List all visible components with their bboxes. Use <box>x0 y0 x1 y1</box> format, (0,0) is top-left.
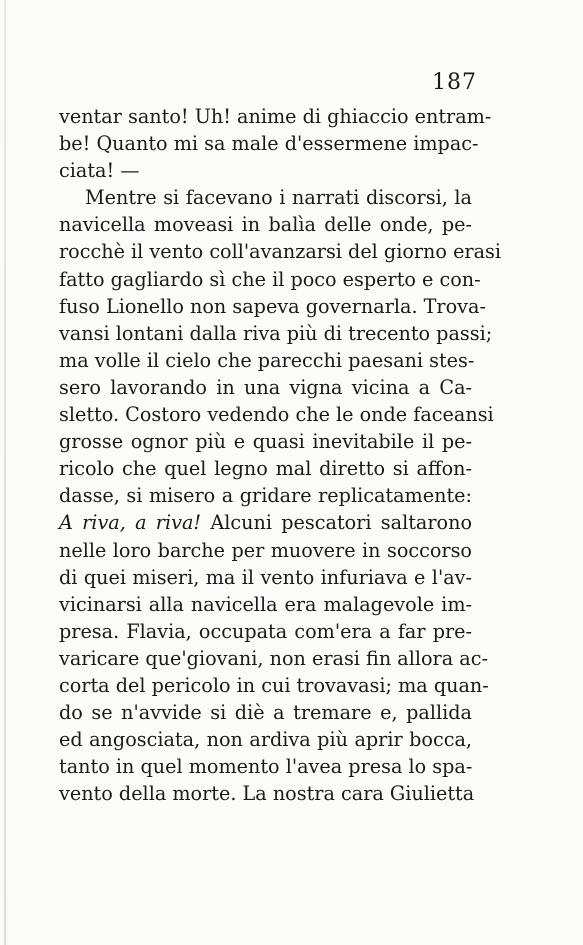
text-line: ma volle il cielo che parecchi paesani stes- <box>59 348 475 372</box>
page-edge-shadow <box>4 0 6 945</box>
text-line: nelle loro barche per muovere in soccorso <box>59 538 472 562</box>
text-line: rocchè il vento coll'avanzarsi del giorno erasi <box>59 240 502 264</box>
text-line: vento della morte. La nostra cara Giulietta <box>59 782 475 806</box>
text-line: navicella moveasi in balìa delle onde, pe- <box>59 213 472 237</box>
text-line-rest: Alcuni pescatori saltarono <box>201 511 472 535</box>
text-line: fuso Lionello non sapeva governarla. Trova- <box>59 294 486 318</box>
text-line: di quei miseri, ma il vento infuriava e l'av- <box>59 565 472 589</box>
text-line: tanto in quel momento l'avea presa lo spa- <box>59 755 473 779</box>
text-line-with-italic <box>59 509 472 536</box>
text-line: presa. Flavia, occupata com'era a far pre- <box>59 619 472 643</box>
body-text <box>59 103 502 807</box>
paragraph-start-line: Mentre si facevano i narrati discorsi, la <box>85 186 472 210</box>
text-line: corta del pericolo in cui trovavasi; ma quan- <box>59 673 489 697</box>
text-line: dasse, si misero a gridare replicatamente: <box>59 484 472 508</box>
text-line: ventar santo! Uh! anime di ghiaccio entram- <box>59 105 492 128</box>
text-line: vicinarsi alla navicella era malagevole im- <box>59 592 472 616</box>
text-line: varicare que'giovani, non erasi fin allora ac- <box>59 646 488 670</box>
text-line: ciata! — <box>59 159 140 183</box>
italic-exclamation: A riva, a riva! <box>59 511 202 535</box>
text-line: vansi lontani dalla riva più di trecento passi; <box>59 321 493 345</box>
text-line: fatto gagliardo sì che il poco esperto e con- <box>59 267 481 291</box>
page-number: 187 <box>432 70 477 95</box>
text-line: ricolo che quel legno mal diretto si affon- <box>59 457 472 481</box>
text-line: grosse ognor più e quasi inevitabile il pe- <box>59 430 472 454</box>
text-line: do se n'avvide si diè a tremare e, pallida <box>59 701 472 725</box>
text-line: sletto. Costoro vedendo che le onde faceansi <box>59 403 494 427</box>
text-line: be! Quanto mi sa male d'essermene impac- <box>59 132 479 156</box>
text-line: ed angosciata, non ardiva più aprir bocca, <box>59 728 472 752</box>
text-line: sero lavorando in una vigna vicina a Ca- <box>59 375 472 399</box>
